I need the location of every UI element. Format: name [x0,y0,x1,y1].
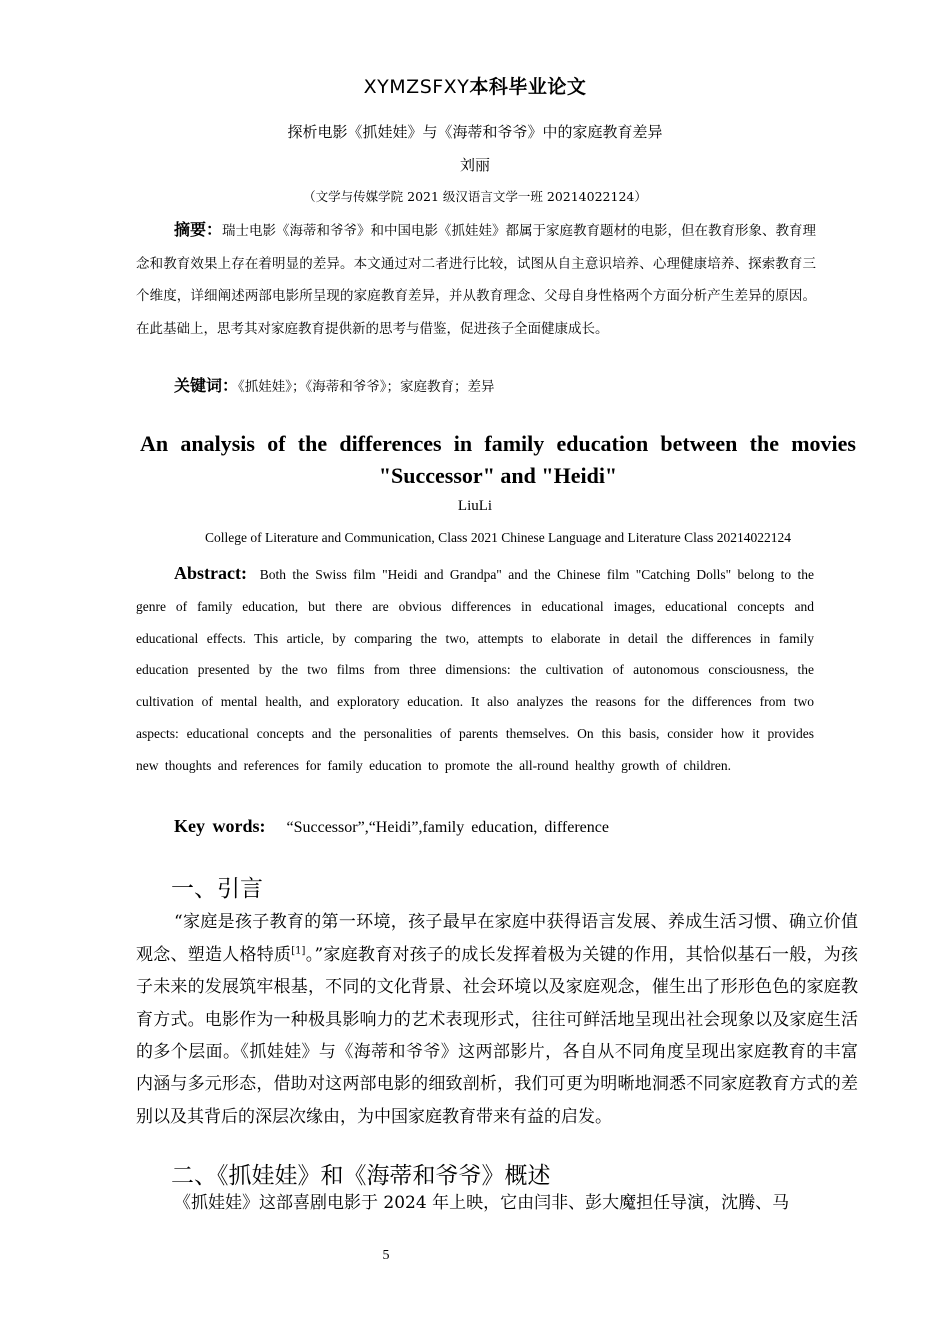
chinese-keywords-text: 《抓娃娃》；《海蒂和爷爷》；家庭教育；差异 [238,379,495,395]
intro-text-part1: “家庭是孩子教育的第一环境，孩子最早在家庭中获得语言发展、养成生活习惯、确立价值观念、塑造人格特质 [136,912,858,965]
english-abstract-label: Abstract: [174,563,247,583]
intro-text-part2: 。”家庭教育对孩子的成长发挥着极为关键的作用，其恰似基石一般，为孩子未来的发展筑牢根基，不同的文化背景、社会环境以及家庭观念，催生出了形形色色的家庭教育方式。电影作为一种极具影响力的艺术表现形式，往往可鲜活地呈现出社会现象以及家庭生活的多个层面。《抓娃娃》与《海蒂和爷爷》这两部影片，各自从不同角度呈现出家庭教育的丰富内涵与多元形态，借助对这两部电影的细致剖析，我们可更为明晰地洞悉不同家庭教育方式的差别以及其背后的深层次缘由，为中国家庭教育带来有益的启发。 [136,944,858,1127]
page-number: 5 [382,1248,390,1263]
english-keywords-text: “Successor”,“Heidi”,family education, difference [286,819,609,836]
section-heading-introduction: 一、引言 [171,876,263,902]
header-school-code: XYMZSFXY [363,76,470,98]
chinese-keywords [174,373,495,396]
chinese-abstract-text: 瑞士电影《海蒂和爷爷》和中国电影《抓娃娃》都属于家庭教育题材的电影，但在教育形象、教育理念和教育效果上存在着明显的差异。本文通过对二者进行比较，试图从自主意识培养、心理健康培养、探索教育三个维度，详细阐述两部电影所呈现的家庭教育差异，并从教育理念、父母自身性格两个方面分析产生差异的原因。在此基础上，思考其对家庭教育提供新的思考与借鉴，促进孩子全面健康成长。 [136,223,817,337]
chinese-title: 探析电影《抓娃娃》与《海蒂和爷爷》中的家庭教育差异 [287,123,663,141]
section-heading-overview: 二、《抓娃娃》和《海蒂和爷爷》概述 [171,1163,551,1189]
chinese-keywords-label: 关键词： [174,376,239,395]
english-keywords [174,816,609,837]
chinese-affiliation: （文学与传媒学院 2021 级汉语言文学一班 20214022124） [303,189,647,204]
chinese-abstract [136,214,816,345]
chinese-abstract-label: 摘要： [174,220,223,239]
running-header [0,72,950,99]
english-abstract-text: Both the Swiss film "Heidi and Grandpa" and the Chinese film "Catching Dolls" belong to the genre of family education, but there are obvious differences in educational images, educational concepts and educational effects. This article, by comparing the two, attempts to elaborate in detail the differences in family education presented by the two films from three dimensions: the cultivation of autonomous consciousness, the cultivation of mental health, and exploratory education. It also analyzes the reasons for the differences from two aspects: educational concepts and the personalities of parents themselves. On this basis, consider how it provides new thoughts and references for family education to promote the all-round healthy growth of children. [136,567,815,773]
english-affiliation: College of Literature and Communication, Class 2021 Chinese Language and Literature Class 20214022124 [205,530,791,545]
citation-marker: [1] [291,945,306,957]
english-title: An analysis of the differences in family education between the movies "Successor" and "Heidi" [140,431,856,488]
introduction-paragraph [136,874,858,1133]
chinese-author: 刘丽 [459,156,490,174]
english-abstract [136,558,814,782]
overview-paragraph: 《抓娃娃》这部喜剧电影于 2024 年上映，它由闫非、彭大魔担任导演，沈腾、马 [174,1193,790,1213]
english-keywords-label: Key words: [174,816,266,836]
english-author: LiuLi [457,498,493,514]
header-thesis-label: 本科毕业论文 [469,76,587,98]
